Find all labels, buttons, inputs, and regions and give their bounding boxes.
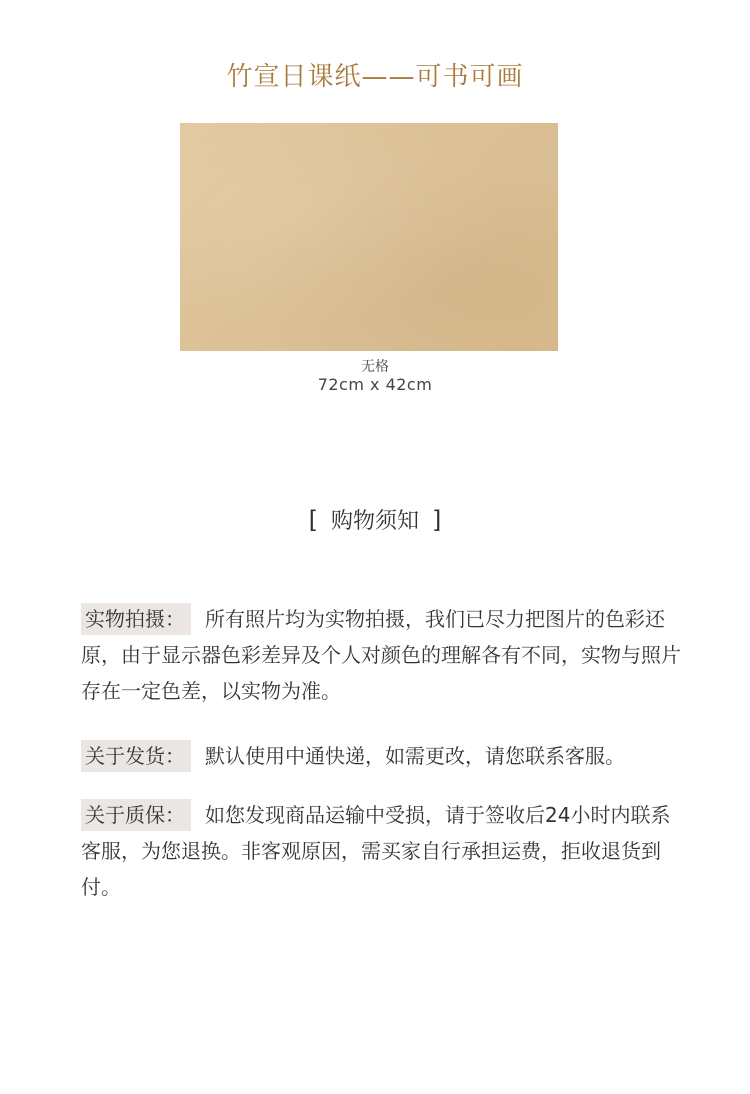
notice-warranty-label: 关于质保： <box>81 799 191 831</box>
notice-photo <box>81 601 681 709</box>
notice-warranty <box>81 797 681 905</box>
right-bracket: ] <box>432 506 442 534</box>
shopping-notice-heading-text: 购物须知 <box>330 509 419 534</box>
notice-shipping <box>81 738 681 774</box>
product-caption-type: 无格 <box>361 359 389 375</box>
product-caption-size: 72cm x 42cm <box>317 375 433 394</box>
notice-warranty-text: 如您发现商品运输中受损，请于签收后24小时内联系客服，为您退换。非客观原因，需买家自行承担运费，拒收退货到付。 <box>81 803 671 899</box>
page-title: 竹宣日课纸——可书可画 <box>226 62 524 92</box>
notice-photo-text: 所有照片均为实物拍摄，我们已尽力把图片的色彩还原，由于显示器色彩差异及个人对颜色的理解各有不同，实物与照片存在一定色差，以实物为准。 <box>81 607 681 703</box>
left-bracket: [ <box>308 506 318 534</box>
notice-shipping-text: 默认使用中通快递，如需更改，请您联系客服。 <box>205 744 625 768</box>
shopping-notice-heading <box>0 504 750 535</box>
paper-product-image <box>180 123 558 351</box>
notice-photo-label: 实物拍摄： <box>81 603 191 635</box>
notice-shipping-label: 关于发货： <box>81 740 191 772</box>
